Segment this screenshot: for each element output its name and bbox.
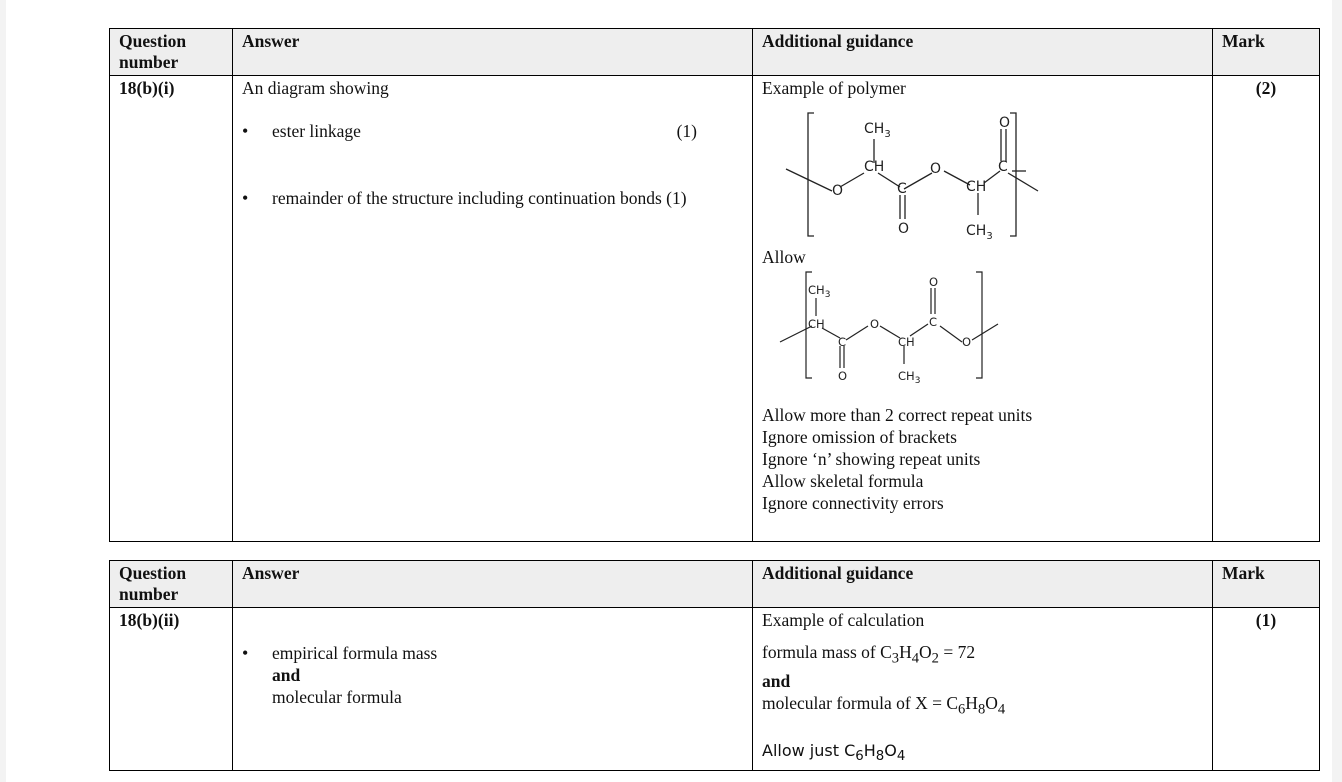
atom2-o-dbl: O [838,369,848,383]
formula-mass-rendered: formula mass of $C_3H_4O_2 = 72$ [762,642,976,667]
and-text: and [272,665,301,685]
header-row [110,561,1320,608]
notes-list [762,404,1203,514]
answer-bullet-empirical [242,642,743,708]
atom2-ch3-bottom: $CH_3$ [898,369,921,386]
atom2-ch2: CH [898,335,915,349]
atom-ch3-top: $CH_3$ [864,121,891,140]
guidance-title: Example of calculation [762,610,925,630]
question-number: 18(b)(ii) [110,608,233,771]
header-question-number: Question number [110,29,233,76]
page-edge-right [1332,0,1342,782]
atom-o: O [832,183,844,199]
atom-ch2: CH [966,179,987,195]
atom2-o-dbl2: O [929,275,939,289]
allow-just [762,740,1203,768]
atom2-ch: CH [808,317,825,331]
header-guidance: Additional guidance [753,29,1213,76]
note-item: Ignore ‘n’ showing repeat units [762,449,981,469]
calculation [762,641,1203,768]
atom2-o: O [870,317,880,331]
molecular-text: molecular formula [272,687,402,707]
note-item: Ignore omission of brackets [762,427,957,447]
atom2-c: C [838,335,847,349]
allow-just-rendered: Allow just $C_6H_8O_4$ [762,741,906,765]
bullet-mark: (1) [676,121,697,141]
atom-ch: CH [864,159,885,175]
header-mark: Mark [1213,561,1320,608]
formula-mass [762,641,1203,670]
guidance-cell [753,76,1213,542]
bullet-text: ester linkage [272,121,361,141]
note-item: Ignore connectivity errors [762,493,944,513]
atom-o-dbl: O [898,221,910,237]
header-question-number: Question number [110,561,233,608]
molecular-formula [762,692,1203,721]
bullet-text: • empirical formula mass [272,643,438,663]
polymer-structure-1 [780,111,1040,241]
page-edge-left [0,0,6,782]
header-mark: Mark [1213,29,1320,76]
allow-label: Allow [762,247,806,267]
question-number: 18(b)(i) [110,76,233,542]
atom2-ch3-top: $CH_3$ [808,283,831,300]
mark-scheme-table-1 [109,28,1320,542]
answer-intro: An diagram showing [242,78,389,98]
mark-cell: (1) [1213,608,1320,771]
mark-scheme-table-2 [109,560,1320,771]
atom-o2: O [930,161,942,177]
guidance-title: Example of polymer [762,78,906,98]
molecular-formula-rendered: molecular formula of $X = C_6H_8O_4$ [762,692,1006,717]
answer-bullet-ester [242,121,743,142]
header-row [110,29,1320,76]
answer-bullet-remainder: • remainder of the structure including continuation bonds (1) [242,188,743,209]
answer-cell [233,76,753,542]
atom2-o2: O [962,335,972,349]
atom-c2: C [998,159,1008,175]
header-answer: Answer [233,561,753,608]
and-text: and [762,670,791,691]
guidance-cell [753,608,1213,771]
atom-o-dbl2: O [999,115,1011,131]
atom-c: C [897,181,907,197]
note-item: Allow more than 2 correct repeat units [762,405,1033,425]
header-guidance: Additional guidance [753,561,1213,608]
note-item: Allow skeletal formula [762,471,924,491]
answer-row [110,76,1320,542]
header-answer: Answer [233,29,753,76]
answer-row [110,608,1320,771]
atom2-c2: C [929,315,938,329]
polymer-structure-2 [776,270,1016,390]
atom-ch3-bottom: $CH_3$ [966,223,993,241]
mark-cell: (2) [1213,76,1320,542]
answer-cell [233,608,753,771]
